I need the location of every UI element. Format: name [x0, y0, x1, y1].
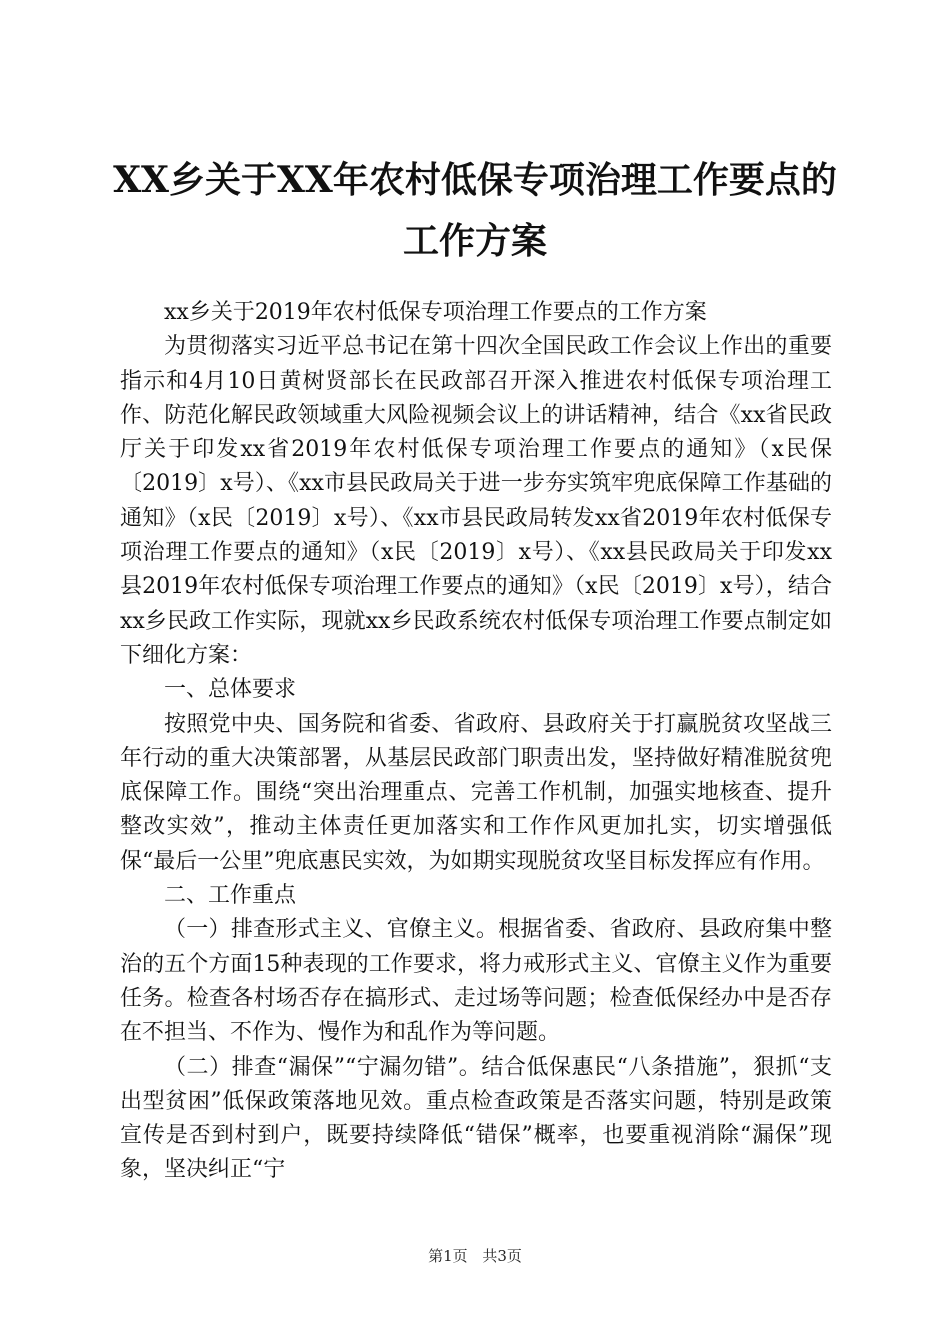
work-focus-item-2: （二）排查“漏保”“宁漏勿错”。结合低保惠民“八条措施”，狠抓“支出型贫困”低保政策落地见效。重点检查政策是否落实问题，特别是政策宣传是否到村到户，既要持续降低“错保”概率，也要重视消除“漏保”现象，坚决纠正“宁	[120, 1054, 832, 1183]
page-number-total: 共3页	[482, 1247, 522, 1265]
document-subtitle: xx乡关于2019年农村低保专项治理工作要点的工作方案	[164, 300, 707, 325]
document-title-line-1: XX乡关于XX年农村低保专项治理工作要点的	[113, 159, 837, 201]
section-heading-work-focus: 二、工作重点	[164, 883, 297, 909]
document-title-line-2: 工作方案	[402, 220, 547, 262]
document-body	[120, 296, 832, 1188]
intro-paragraph: 为贯彻落实习近平总书记在第十四次全国民政工作会议上作出的重要指示和4月10日黄树贤部长在民政部召开深入推进农村低保专项治理工作、防范化解民政领域重大风险视频会议上的讲话精神，结合《xx省民政厅关于印发xx省2019年农村低保专项治理工作要点的通知》（x民保〔2019〕x号）、《xx市县民政局关于进一步夯实筑牢兜底保障工作基础的通知》（x民〔2019〕x号）、《xx市县民政局转发xx省2019年农村低保专项治理工作要点的通知》（x民〔2019〕x号）、《xx县民政局关于印发xx县2019年农村低保专项治理工作要点的通知》（x民〔2019〕x号），结合xx乡民政工作实际，现就xx乡民政系统农村低保专项治理工作要点制定如下细化方案：	[120, 334, 832, 668]
work-focus-item-1: （一）排查形式主义、官僚主义。根据省委、省政府、县政府集中整治的五个方面15种表现的工作要求，将力戒形式主义、官僚主义作为重要任务。检查各村场否存在搞形式、走过场等问题；检查低保经办中是否存在不担当、不作为、慢作为和乱作为等问题。	[120, 917, 832, 1046]
page-number-current: 第1页	[428, 1247, 468, 1265]
general-requirements-paragraph: 按照党中央、国务院和省委、省政府、县政府关于打赢脱贫攻坚战三年行动的重大决策部署，从基层民政部门职责出发，坚持做好精准脱贫兜底保障工作。围绕“突出治理重点、完善工作机制，加强实地核查、提升整改实效”，推动主体责任更加落实和工作作风更加扎实，切实增强低保“最后一公里”兜底惠民实效，为如期实现脱贫攻坚目标发挥应有作用。	[120, 711, 832, 874]
page-footer	[0, 1246, 950, 1266]
section-heading-general-requirements: 一、总体要求	[164, 677, 297, 703]
